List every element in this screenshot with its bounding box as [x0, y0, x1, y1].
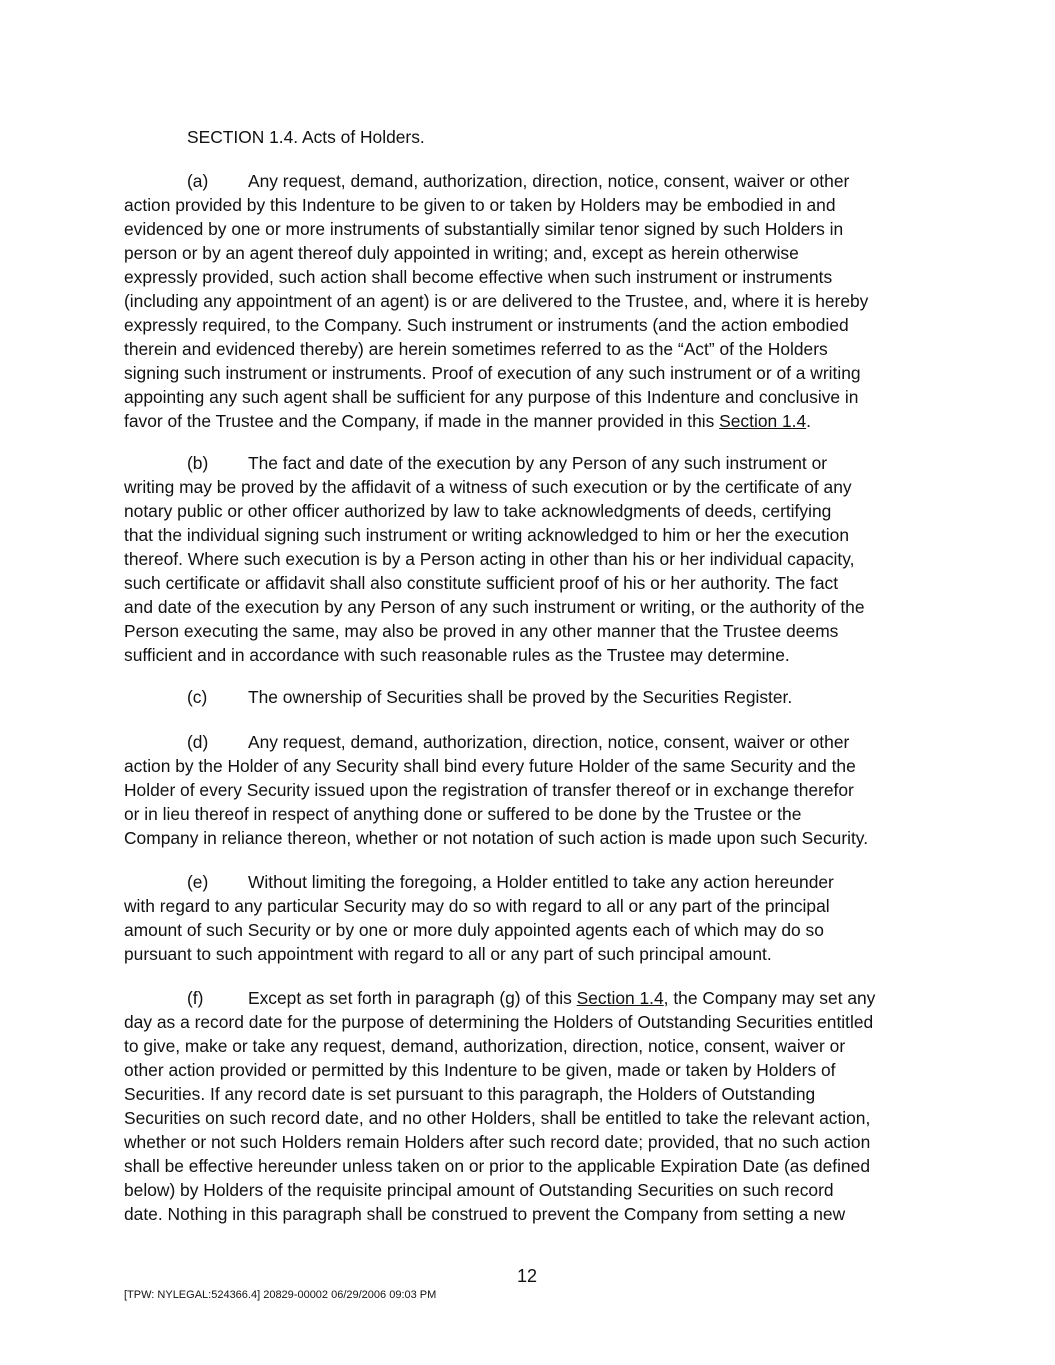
- text-line: such certificate or affidavit shall also constitute sufficient proof of his or her authority. The fact: [124, 573, 839, 593]
- text-line: signing such instrument or instruments. Proof of execution of any such instrument or of a writing: [124, 363, 861, 383]
- text-line: Company in reliance thereon, whether or not notation of such action is made upon such Security.: [124, 828, 869, 848]
- text-line: The ownership of Securities shall be proved by the Securities Register.: [248, 687, 793, 707]
- text-line: other action provided or permitted by this Indenture to be given, made or taken by Holders of: [124, 1060, 836, 1080]
- text-line: Securities on such record date, and no other Holders, shall be entitled to take the relevant action,: [124, 1108, 871, 1128]
- text-line: pursuant to such appointment with regard to all or any part of such principal amount.: [124, 944, 772, 964]
- text-line: date. Nothing in this paragraph shall be construed to prevent the Company from setting a new: [124, 1204, 846, 1224]
- text-line: therein and evidenced thereby) are herein sometimes referred to as the “Act” of the Holders: [124, 339, 828, 359]
- text-line: amount of such Security or by one or more duly appointed agents each of which may do so: [124, 920, 824, 940]
- text-line: whether or not such Holders remain Holders after such record date; provided, that no such action: [124, 1132, 871, 1152]
- text-line: Any request, demand, authorization, direction, notice, consent, waiver or other: [248, 732, 850, 752]
- text-segment: , the Company may set any: [663, 988, 876, 1008]
- text-line: Holder of every Security issued upon the registration of transfer thereof or in exchange therefor: [124, 780, 854, 800]
- text-line: Securities. If any record date is set pursuant to this paragraph, the Holders of Outstanding: [124, 1084, 816, 1104]
- paragraph-label: (e): [187, 872, 209, 892]
- text-line: Person executing the same, may also be proved in any other manner that the Trustee deems: [124, 621, 839, 641]
- text-line: writing may be proved by the affidavit of a witness of such execution or by the certificate of any: [124, 477, 852, 497]
- section-reference: Section 1.4: [576, 988, 664, 1008]
- paragraph-label: (f): [187, 988, 204, 1008]
- text-line: appointing any such agent shall be sufficient for any purpose of this Indenture and conclusive in: [124, 387, 859, 407]
- text-line: to give, make or take any request, demand, authorization, direction, notice, consent, waiver or: [124, 1036, 846, 1056]
- text-line: (including any appointment of an agent) is or are delivered to the Trustee, and, where it is hereby: [124, 291, 869, 311]
- text-segment: Except as set forth in paragraph (g) of this: [248, 988, 577, 1008]
- text-line: and date of the execution by any Person of any such instrument or writing, or the authority of the: [124, 597, 865, 617]
- text-line: person or by an agent thereof duly appointed in writing; and, except as herein otherwise: [124, 243, 799, 263]
- document-footer: [TPW: NYLEGAL:524366.4] 20829-00002 06/29/2006 09:03 PM: [124, 1289, 437, 1301]
- text-line: action provided by this Indenture to be given to or taken by Holders may be embodied in and: [124, 195, 836, 215]
- text-line: day as a record date for the purpose of determining the Holders of Outstanding Securities entitled: [124, 1012, 874, 1032]
- text-segment: .: [806, 411, 812, 431]
- section-heading: SECTION 1.4. Acts of Holders.: [187, 127, 425, 147]
- text-line: [124, 411, 811, 431]
- paragraph-label: (b): [187, 453, 209, 473]
- text-line: that the individual signing such instrument or writing acknowledged to him or her the execution: [124, 525, 850, 545]
- section-reference: Section 1.4: [719, 411, 807, 431]
- text-line: or in lieu thereof in respect of anything done or suffered to be done by the Trustee or the: [124, 804, 802, 824]
- text-segment: favor of the Trustee and the Company, if made in the manner provided in this: [124, 411, 720, 431]
- text-line: action by the Holder of any Security shall bind every future Holder of the same Security and the: [124, 756, 856, 776]
- paragraph-label: (d): [187, 732, 209, 752]
- paragraph-label: (c): [187, 687, 208, 707]
- text-line: sufficient and in accordance with such reasonable rules as the Trustee may determine.: [124, 645, 790, 665]
- text-line: expressly required, to the Company. Such instrument or instruments (and the action embodied: [124, 315, 849, 335]
- text-line: below) by Holders of the requisite principal amount of Outstanding Securities on such record: [124, 1180, 834, 1200]
- text-line: Without limiting the foregoing, a Holder entitled to take any action hereunder: [248, 872, 834, 892]
- text-line: thereof. Where such execution is by a Person acting in other than his or her individual capacity,: [124, 549, 855, 569]
- text-line: The fact and date of the execution by any Person of any such instrument or: [248, 453, 828, 473]
- page-number: 12: [517, 1266, 538, 1286]
- text-line: notary public or other officer authorized by law to take acknowledgments of deeds, certifying: [124, 501, 832, 521]
- text-line: shall be effective hereunder unless taken on or prior to the applicable Expiration Date (as defined: [124, 1156, 871, 1176]
- text-line: Any request, demand, authorization, direction, notice, consent, waiver or other: [248, 171, 850, 191]
- text-line: [248, 988, 875, 1008]
- text-line: expressly provided, such action shall become effective when such instrument or instruments: [124, 267, 833, 287]
- text-line: evidenced by one or more instruments of substantially similar tenor signed by such Holders in: [124, 219, 844, 239]
- paragraph-label: (a): [187, 171, 209, 191]
- text-line: with regard to any particular Security may do so with regard to all or any part of the principal: [124, 896, 830, 916]
